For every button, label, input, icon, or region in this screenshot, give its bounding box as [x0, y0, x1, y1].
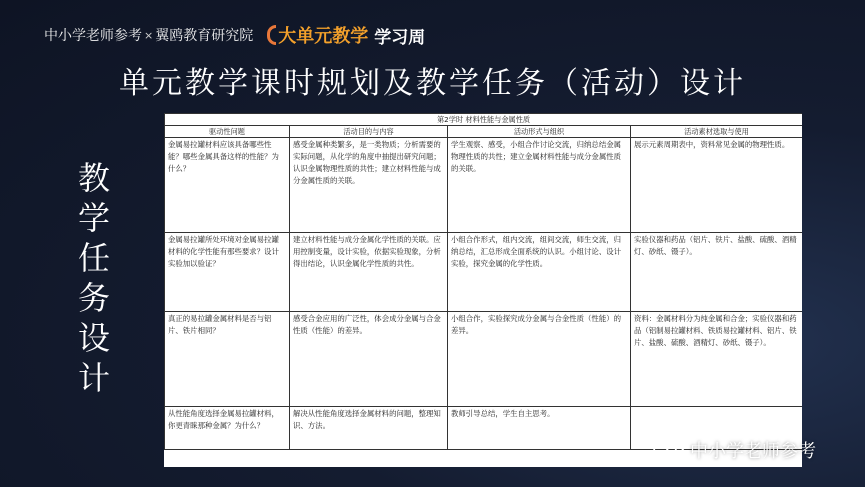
page-title: 单元教学课时规划及教学任务（活动）设计 [119, 66, 746, 101]
table-cell: 小组合作形式，组内交流，组间交流，师生交流，归纳总结，汇总形成全面系统的认识。小组讨论、设计实验，探究金属的化学性质。 [448, 233, 631, 312]
brand-right-main: 大单元教学 [278, 26, 369, 47]
table-cell: 真正的易拉罐金属材料是否与铝片、铁片相同？ [165, 312, 290, 407]
brand-separator: × [144, 28, 154, 42]
watermark-text: 中小学老师参考 [690, 441, 816, 462]
brand-right [267, 22, 425, 48]
table-row [165, 233, 803, 312]
table-row [165, 138, 803, 233]
brand-middle: 翼鸥教育研究院 [155, 28, 254, 44]
side-title-char: 计 [77, 359, 110, 397]
table-cell: 金属易拉罐所处环境对金属易拉罐材料的化学性能有那些要求？设计实验加以验证？ [165, 233, 290, 312]
watermark [652, 437, 816, 463]
side-title [74, 158, 114, 398]
table-cell: 建立材料性能与成分金属化学性质的关联。应用控制变量，设计实验，依据实验现象，分析得出结论，认识金属化学性质的共性。 [290, 233, 448, 312]
bracket-icon [267, 25, 276, 45]
table-caption: 第2学时 材料性能与金属性质 [165, 114, 803, 126]
header-activity-purpose: 活动目的与内容 [290, 126, 448, 138]
table-cell: 从性能角度选择金属易拉罐材料，你更青睐那种金属？为什么？ [165, 407, 290, 450]
brand-left: 中小学老师参考 [44, 28, 142, 44]
header-activity-materials: 活动素材选取与使用 [631, 126, 803, 138]
table-cell: 教师引导总结，学生自主思考。 [448, 407, 631, 450]
side-title-char: 学 [77, 199, 110, 237]
table-cell: 解决从性能角度选择金属材料的问题，整理知识、方法。 [290, 407, 448, 450]
table-cell: 资料：金属材料分为纯金属和合金；实验仪器和药品（铝制易拉罐材料、铁质易拉罐材料、铝片、铁片、盐酸、硫酸、酒精灯、砂纸、镊子）。 [631, 312, 803, 407]
table-cell: 感受金属种类繁多，是一类物质；分析需要的实际问题，从化学的角度中抽提出研究问题；认识金属物理性质的共性；建立材料性能与成分金属性质的关联。 [290, 138, 448, 233]
brand-right-sub: 学习周 [374, 27, 426, 48]
top-brand-bar [44, 22, 425, 48]
table-cell: 金属易拉罐材料应该具备哪些性能？哪些金属具备这样的性能？为什么？ [165, 138, 290, 233]
side-title-char: 设 [77, 319, 110, 357]
table-row [165, 312, 803, 407]
side-title-char: 教 [77, 159, 110, 197]
header-activity-form: 活动形式与组织 [448, 126, 631, 138]
side-title-char: 任 [77, 239, 110, 277]
table-cell: 感受合金应用的广泛性，体会成分金属与合金性质（性能）的差异。 [290, 312, 448, 407]
header-driving-question: 驱动性问题 [165, 126, 290, 138]
table-cell: 小组合作，实验探究成分金属与合金性质（性能）的差异。 [448, 312, 631, 407]
table-cell: 学生观察、感受，小组合作讨论交流，归纳总结金属物理性质的共性；建立金属材料性能与成分金属性质的关联。 [448, 138, 631, 233]
lesson-plan-table-wrapper [164, 113, 802, 467]
table-cell: 展示元素周期表中，资料常见金属的物理性质。 [631, 138, 803, 233]
lesson-plan-table [164, 113, 802, 450]
wechat-icon [652, 438, 686, 462]
table-cell: 实验仪器和药品（铝片、铁片、盐酸、硫酸、酒精灯、砂纸、镊子）。 [631, 233, 803, 312]
side-title-char: 务 [77, 279, 110, 317]
